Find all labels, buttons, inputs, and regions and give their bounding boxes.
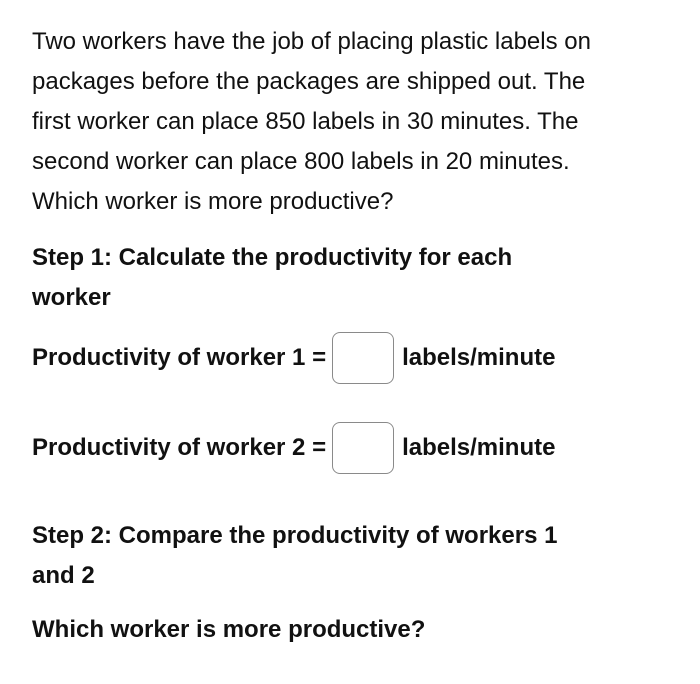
problem-line: first worker can place 850 labels in 30 minutes. The (32, 108, 579, 135)
step-2-heading-line: and 2 (32, 562, 95, 589)
step-1-heading (32, 238, 680, 318)
worker-2-unit-label: labels/minute (402, 434, 556, 461)
worker-2-productivity-input[interactable] (332, 422, 394, 474)
comparison-question: Which worker is more productive? (32, 616, 426, 643)
step-2-heading (32, 516, 680, 596)
problem-line: second worker can place 800 labels in 20 minutes. (32, 148, 570, 175)
problem-line: packages before the packages are shipped out. The (32, 68, 586, 95)
worker-1-productivity-input[interactable] (332, 332, 394, 384)
worker-1-unit-label: labels/minute (402, 344, 556, 371)
worker-1-productivity-label: Productivity of worker 1 = (32, 344, 327, 371)
step-2-heading-line: Step 2: Compare the productivity of workers 1 (32, 522, 558, 549)
step-1-heading-line: Step 1: Calculate the productivity for each (32, 244, 513, 271)
worker-2-productivity-label: Productivity of worker 2 = (32, 434, 327, 461)
problem-line: Which worker is more productive? (32, 188, 394, 215)
worksheet (32, 22, 680, 650)
step-1-heading-line: worker (32, 284, 111, 311)
problem-statement (32, 22, 680, 222)
worker-2-productivity-row (32, 420, 680, 476)
worker-1-productivity-row (32, 330, 680, 386)
problem-line: Two workers have the job of placing plastic labels on (32, 28, 591, 55)
